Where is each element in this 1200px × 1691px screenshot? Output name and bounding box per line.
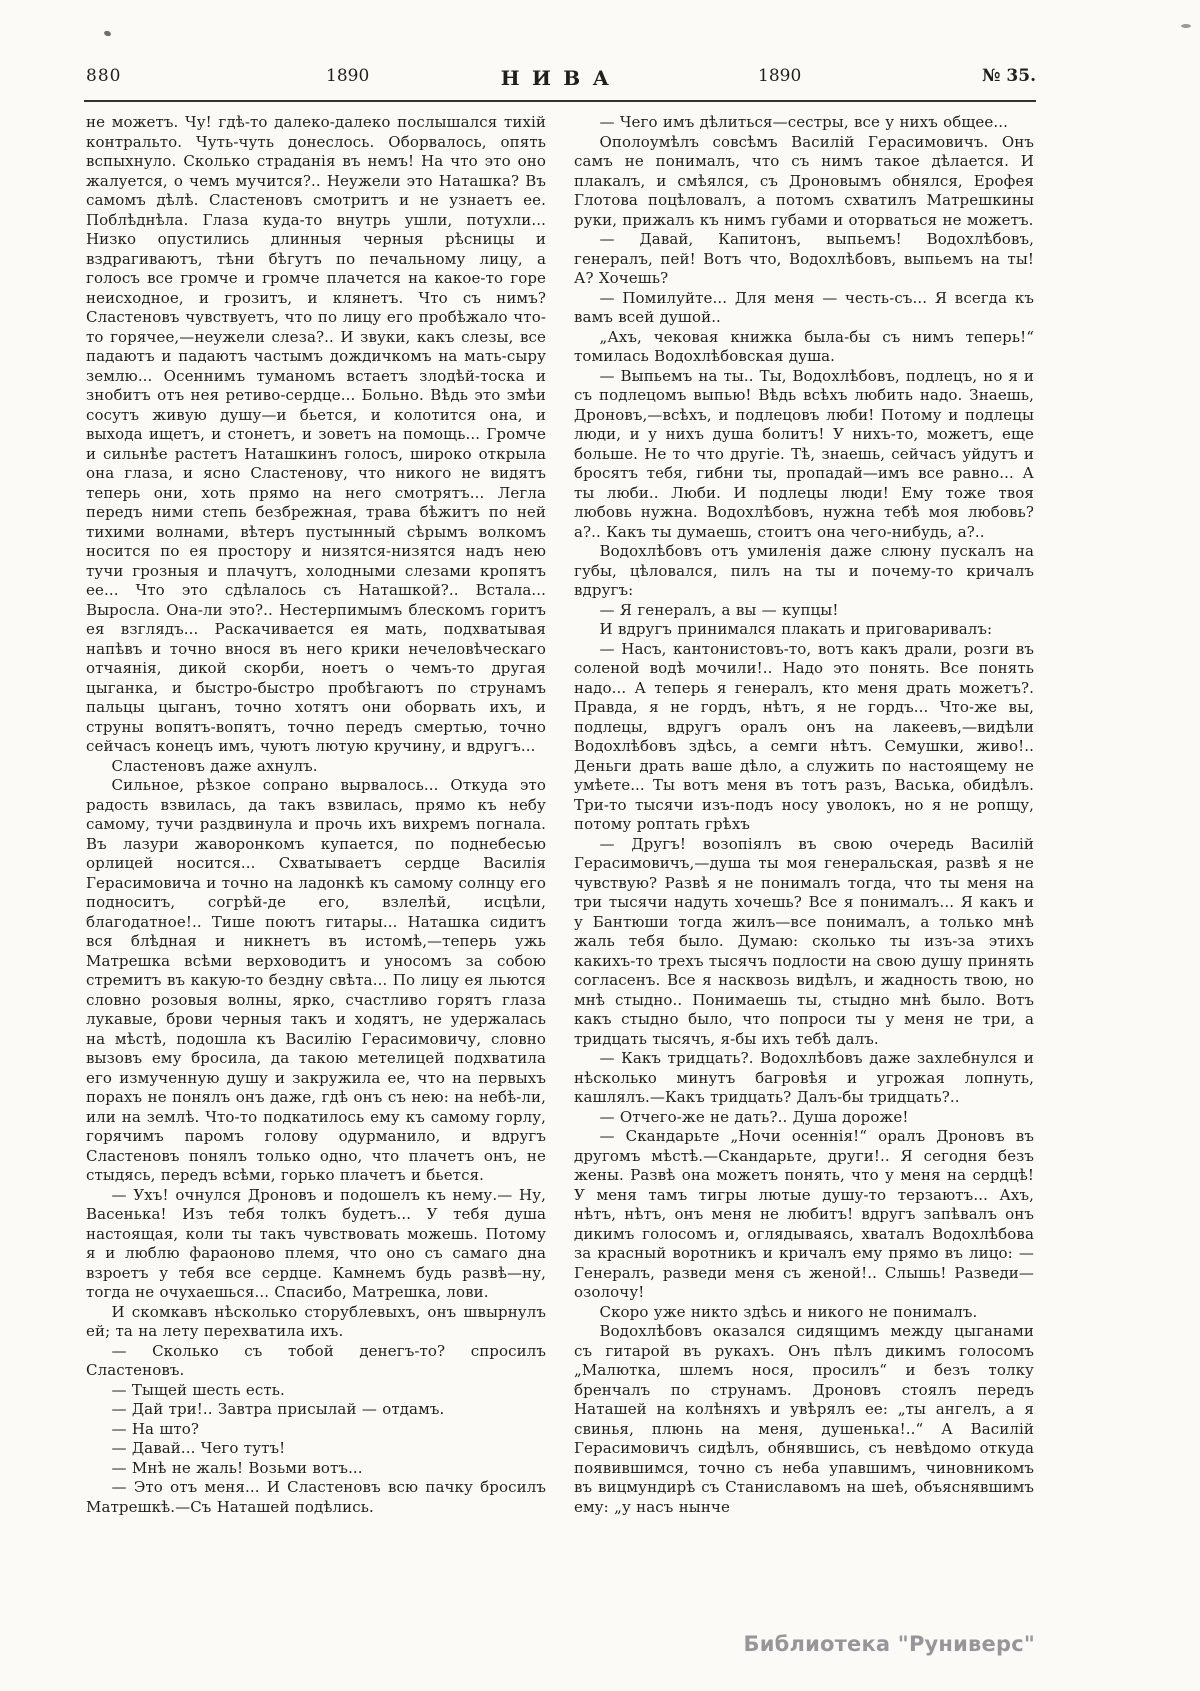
right-column — [574, 113, 1034, 1517]
paragraph: — Помилуйте... Для меня — честь-съ... Я всегда къ вамъ всей душой.. — [574, 288, 1034, 326]
year-left: 1890 — [326, 66, 370, 86]
paragraph: Сильное, рѣзкое сопрано вырвалось... Откуда это радость взвилась, да такъ взвилась, прямо къ небу самому, тучи раздвинула и прочь ихъ вихремъ погнала. Въ лазури жаворонкомъ купается, по поднебесью орлицей носится... Схватываетъ сердце Василія Герасимовича и точно на ладонкѣ къ самому солнцу его подноситъ, согрѣй-де его, взлелѣй, исцѣли, благодатное!.. Тише поютъ гитары... Наташка сидитъ вся блѣдная и никнетъ въ истомѣ,—теперь ужь Матрешка всѣми верховодитъ и уносомъ за собою стремитъ въ какую-то бездну свѣта... По лицу ея льются словно розовыя волны, ярко, счастливо горятъ глаза лукавые, брови черныя такъ и ходятъ, не удержалась на мѣстѣ, подошла къ Василію Герасимовичу, словно вызовъ ему бросила, да такою метелицей подхватила его измученную душу и закружила ее, что на первыхъ порахъ не понялъ онъ даже, гдѣ онъ съ нею: на небѣ-ли, или на землѣ. Что-то подкатилось ему къ самому горлу, горячимъ паромъ голову одурманило, и вдругъ Сластеновъ понялъ только одно, что плачетъ онъ, не стыдясь, передъ всѣми, горько плачетъ и бьется. — [86, 776, 546, 1184]
paragraph: Ополоумѣлъ совсѣмъ Василій Герасимовичъ. Онъ самъ не понималъ, что съ нимъ такое дѣлается. И плакалъ, и смѣялся, съ Дроновымъ обнялся, Ерофея Глотова поцѣловалъ, а потомъ схватилъ Матрешкины руки, прижалъ къ нимъ губами и оторваться не можетъ. — [574, 132, 1034, 229]
page-number: 880 — [86, 66, 122, 86]
paragraph: — Ухъ! очнулся Дроновъ и подошелъ къ нему.— Ну, Васенька! Изъ тебя толкъ будетъ... У тебя душа настоящая, коли ты такъ чувствовать можешь. Потому я и люблю фараоново племя, что оно съ самаго дна взроетъ у тебя все сердце. Камнемъ будь развѣ—ну, тогда не очухаешься... Спасибо, Матрешка, лови. — [86, 1185, 546, 1301]
paragraph: — Отчего-же не дать?.. Душа дороже! — [599, 1107, 909, 1126]
paragraph: Скоро уже никто здѣсь и никого не понималъ. — [599, 1302, 978, 1321]
paragraph: Водохлѣбовъ оказался сидящимъ между цыганами съ гитарой въ рукахъ. Онъ пѣлъ дикимъ голосомъ „Малютка, шлемъ нося, просилъ“ и безъ толку бренчалъ по струнамъ. Дроновъ стоялъ передъ Наташей на колѣняхъ и увѣрялъ ее: „ты ангелъ, а я свинья, плюнь на меня, душенька!..“ А Василій Герасимовичъ сидѣлъ, обнявшись, съ невѣдомо откуда появившимся, точно съ неба упавшимъ, чиновникомъ въ вицмундирѣ съ Станиславомъ на шеѣ, объяснявшимъ ему: „у насъ нынче — [574, 1322, 1034, 1516]
text-columns — [86, 113, 1034, 1517]
paragraph: — Давай, Капитонъ, выпьемъ! Водохлѣбовъ, генералъ, пей! Вотъ что, Водохлѣбовъ, выпьемъ на ты! А? Хочешь? — [574, 230, 1034, 287]
paragraph: — Чего имъ дѣлиться—сестры, все у нихъ общее... — [599, 113, 1008, 131]
paragraph: — Давай... Чего тутъ! — [111, 1439, 286, 1457]
paragraph: не можетъ. Чу! гдѣ-то далеко-далеко послышался тихій контральто. Чуть-чуть донеслось. Оборвалось, опять вспыхнуло. Сколько страданія въ немъ! На что это оно жалуется, о чемъ мучится?.. Неужели это Наташка? Въ самомъ дѣлѣ. Сластеновъ смотритъ и не узнаетъ ее. Поблѣднѣла. Глаза куда-то внутрь ушли, потухли... Низко опустились длинныя черныя рѣсницы и вздрагиваютъ, тѣни бѣгутъ по печальному лицу, а голосъ все громче и громче плачется на какое-то горе неисходное, и грозитъ, и клянетъ. Что съ нимъ? Сластеновъ чувствуетъ, что по лицу его пробѣжало что-то горячее,—неужели слеза?.. И звуки, какъ слезы, все падаютъ и падаютъ частымъ дождичкомъ на мать-сыру землю... Осеннимъ туманомъ встаетъ злодѣй-тоска и знобитъ отъ нея ретиво-сердце... Больно. Вѣдь это змѣи сосутъ живую душу—и бьется, и колотится она, и выхода ищетъ, и стонетъ, и зоветъ на помощь... Громче и сильнѣе растетъ Наташкинъ голосъ, широко открыла она глаза, и ясно Сластенову, что никого не видятъ теперь они, хоть прямо на него смотрятъ... Легла передъ ними степь безбрежная, трава бѣжитъ по ней тихими волнами, вѣтеръ пустынный сѣрымъ волкомъ носится по ея простору и низятся-низятся надъ нею тучи грозныя и плачутъ, холодными слезами кропятъ ее... Что это сдѣлалось съ Наташкой?.. Встала... Выросла. Она-ли это?.. Нестерпимымъ блескомъ горитъ ея взглядъ... Раскачивается ея мать, подхватывая напѣвъ и точно внося въ него крики нечеловѣческаго отчаянія, дикой скорби, ноетъ о чемъ-то другая цыганка, и быстро-быстро пробѣгаютъ по струнамъ пальцы цыганъ, точно хотятъ они оборвать ихъ, и струны вопятъ-вопятъ, точно передъ смертью, точно сейчасъ конецъ имъ, чуютъ лютую кручину, и вдругъ... — [86, 113, 546, 755]
paragraph: — Тыщей шесть есть. — [111, 1380, 285, 1399]
page-header — [86, 66, 1036, 94]
paragraph: — На што? — [111, 1419, 200, 1438]
paragraph: — Мнѣ не жаль! Возьми вотъ... — [111, 1458, 363, 1477]
paragraph: — Какъ тридцать?. Водохлѣбовъ даже захлебнулся и нѣсколько минутъ багровѣя и угрожая лопнуть, кашлялъ.—Какъ тридцать? Далъ-бы тридцать?.. — [574, 1049, 1034, 1106]
scan-speck — [1181, 24, 1191, 28]
paragraph: И скомкавъ нѣсколько сторублевыхъ, онъ швырнулъ ей; та на лету перехватила ихъ. — [86, 1302, 546, 1340]
paragraph: — Сколько съ тобой денегъ-то? спросилъ Сластеновъ. — [86, 1341, 546, 1379]
magazine-title: НИВА — [500, 66, 622, 90]
paragraph: И вдругъ принимался плакать и приговаривалъ: — [599, 620, 993, 638]
paragraph: — Выпьемъ на ты.. Ты, Водохлѣбовъ, подлецъ, но я и съ подлецомъ выпью! Вѣдь всѣхъ любить надо. Знаешь, Дроновъ,—всѣхъ, и подлецовъ люби! Потому и подлецы люди, и у нихъ душа болитъ! У нихъ-то, можетъ, еще больше. Не то что другіе. Тѣ, знаешь, сейчасъ уйдутъ и бросятъ тебя, гибни ты, пропадай—имъ все равно... А ты люби.. Люби. И подлецы люди! Ему тоже твоя любовь нужна. Водохлѣбовъ, нужна тебѣ моя любовь? а?.. Какъ ты думаешь, стоитъ она чего-нибудь, а?.. — [574, 366, 1034, 541]
paragraph: „Ахъ, чековая книжка была-бы съ нимъ теперь!“ томилась Водохлѣбовская душа. — [574, 327, 1034, 365]
issue-number: № 35. — [982, 66, 1036, 86]
paragraph: — Это отъ меня... И Сластеновъ всю пачку бросилъ Матрешкѣ.—Съ Наташей подѣлись. — [86, 1478, 546, 1516]
header-rule — [84, 100, 1036, 102]
year-right: 1890 — [758, 66, 802, 86]
left-column — [86, 113, 546, 1517]
paragraph: Водохлѣбовъ отъ умиленія даже слюну пускалъ на губы, цѣловался, пилъ на ты и почему-то кричалъ вдругъ: — [574, 542, 1034, 599]
scan-speck — [103, 30, 111, 37]
paragraph: — Скандарьте „Ночи осеннія!“ оралъ Дроновъ въ другомъ мѣстѣ.—Скандарьте, други!.. Я сегодня безъ жены. Развѣ она можетъ понять, что у меня на сердцѣ! У меня тамъ тигры лютые душу-то терзаютъ... Ахъ, нѣтъ, нѣтъ, онъ меня не любитъ! вдругъ запѣвалъ онъ дикимъ голосомъ и, оглядываясь, хваталъ Водохлѣбова за красный воротникъ и кричалъ ему прямо въ лицо: — Генералъ, разведи меня съ женой!.. Слышь! Разведи—озолочу! — [574, 1127, 1034, 1301]
library-watermark: Библиотека "Руниверс" — [743, 1632, 1035, 1656]
paragraph: — Насъ, кантонистовъ-то, вотъ какъ драли, розги въ соленой водѣ мочили!.. Надо это понять. Все понять надо... А теперь я генералъ, кто меня драть можетъ?. Правда, я не гордъ, нѣтъ, я не гордъ... Что-же вы, подлецы, вдругъ оралъ онъ на лакеевъ,—видѣли Водохлѣбовъ здѣсь, а семги нѣтъ. Семушки, живо!.. Деньги драть ваше дѣло, а служить по настоящему не умѣете... Ты вотъ меня въ тотъ разъ, Васька, обидѣлъ. Три-то тысячи изъ-подъ носу уволокъ, но я не ропщу, потому роптать грѣхъ — [574, 639, 1034, 833]
paragraph: — Я генералъ, а вы — купцы! — [599, 600, 839, 619]
paragraph: Сластеновъ даже ахнулъ. — [111, 756, 318, 775]
paragraph: — Дай три!.. Завтра присылай — отдамъ. — [111, 1400, 445, 1418]
paragraph: — Другъ! возопіялъ въ свою очередь Василій Герасимовичъ,—душа ты моя генеральская, развѣ я не чувствую? Развѣ я не понималъ тогда, что ты меня на три тысячи надуть хочешь? Все я понималъ... Я какъ и у Бантюши тогда жилъ—все понималъ, а только мнѣ жаль тебя было. Думаю: сколько ты изъ-за этихъ какихъ-то трехъ тысячъ подлости на свою душу принять согласенъ. Все я насквозь видѣлъ, и жадность твою, но мнѣ стыдно.. Понимаешь ты, стыдно мнѣ было. Вотъ какъ стыдно было, что попроси ты у меня не три, а тридцать тысячъ, я-бы ихъ тебѣ далъ. — [574, 834, 1034, 1048]
